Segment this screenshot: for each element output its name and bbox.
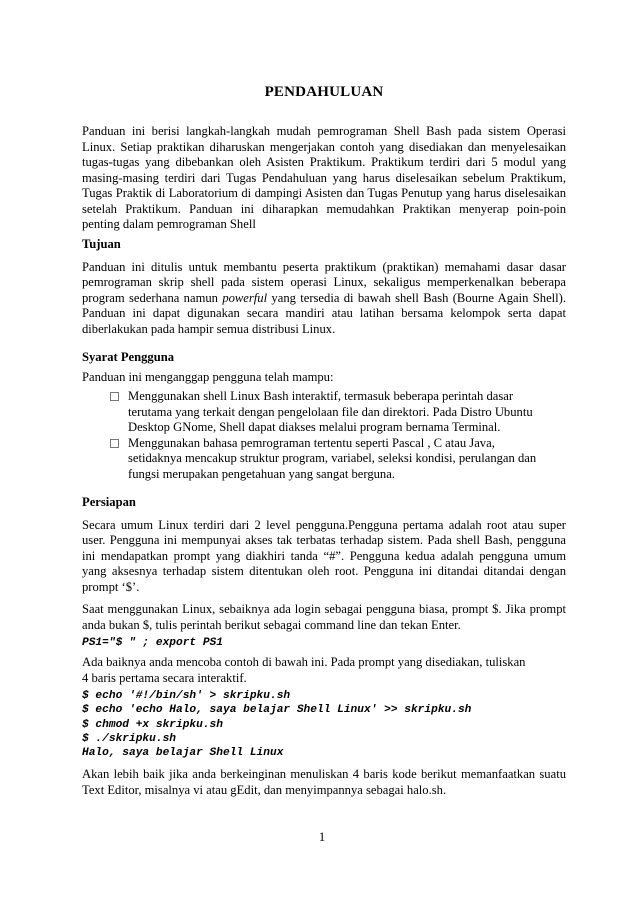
syarat-heading: Syarat Pengguna (82, 350, 175, 364)
code-prompt-setting: PS1="$ " ; export PS1 (82, 637, 223, 649)
page-title: PENDAHULUAN (264, 84, 384, 100)
tujuan-section (82, 237, 566, 337)
list-item-text: Menggunakan shell Linux Bash interaktif, termasuk beberapa perintah dasar terutama yang terkait dengan pengelolaan file dan direktori. Pada Distro Ubuntu Desktop GNome, Shell dapat diakses melalui program bernama Terminal. (128, 389, 533, 434)
syarat-section (82, 350, 566, 482)
tujuan-text-before: Panduan ini ditulis untuk membantu peserta praktikum (praktikan) memahami dasar dasar pemrograman skrip shell pada sistem operasi Linux, sekaligus memperkenalkan beberapa program sederhana namun (82, 259, 566, 305)
persiapan-paragraph-4: Akan lebih baik jika anda berkeinginan menuliskan 4 baris kode berikut memanfaatkan suatu Text Editor, misalnya vi atau gEdit, dan menyimpannya sebagai halo.sh. (82, 767, 566, 797)
checkbox-bullet-icon (110, 439, 119, 448)
syarat-lead: Panduan ini menganggap pengguna telah mampu: (82, 369, 334, 384)
code-line: $ ./skripku.sh (82, 732, 176, 745)
code-example-block (82, 689, 566, 760)
tujuan-paragraph (82, 260, 566, 338)
list-item-text: Menggunakan bahasa pemrograman tertentu seperti Pascal , C atau Java, setidaknya mencakup struktur program, variabel, seleksi kondisi, perulangan dan fungsi merupakan pengetahuan yang sangat berguna. (128, 435, 537, 481)
code-line: $ chmod +x skripku.sh (82, 718, 223, 731)
code-output-line: Halo, saya belajar Shell Linux (82, 747, 284, 760)
persiapan-paragraph-3: Ada baiknya anda mencoba contoh di bawah ini. Pada prompt yang disediakan, tuliskan 4 baris pertama secara interaktif. (82, 655, 526, 685)
persiapan-paragraph-1: Secara umum Linux terdiri dari 2 level pengguna.Pengguna pertama adalah root atau super user. Pengguna ini mempunyai akses tak terbatas terhadap sistem. Pada shell Bash, pengguna ini mendapatkan prompt yang diakhiri tanda “#”. Pengguna kedua adalah pengguna umum yang aksesnya terhadap sistem ditentukan oleh root. Pengguna ini ditandai ditandai dengan prompt ‘$’. (82, 517, 566, 594)
code-line: $ echo '#!/bin/sh' > skripku.sh (82, 690, 291, 703)
checkbox-bullet-icon (110, 392, 119, 401)
tujuan-heading: Tujuan (82, 237, 121, 251)
code-line: $ echo 'echo Halo, saya belajar Shell Linux' >> skripku.sh (82, 704, 472, 717)
tujuan-text-after: yang tersedia di bawah shell Bash (Bourne Again Shell). Panduan ini dapat digunakan secara mandiri atau latihan bersama kelompok serta dapat diberlakukan pada hampir semua distribusi Linux. (82, 290, 566, 336)
persiapan-paragraph-2: Saat menggunakan Linux, sebaiknya ada login sebagai pengguna biasa, prompt $. Jika prompt anda bukan $, tulis perintah berikut sebagai command line dan tekan Enter. (82, 602, 566, 632)
intro-paragraph: Panduan ini berisi langkah-langkah mudah pemrograman Shell Bash pada sistem Operasi Linux. Setiap praktikan diharuskan mengerjakan contoh yang disediakan dan menyelesaikan tugas-tugas yang dibebankan oleh Asisten Praktikum. Praktikum terdiri dari 5 modul yang masing-masing terdiri dari Tugas Pendahuluan yang harus diselesaikan sebelum Praktikum, Tugas Praktik di Laboratorium di dampingi Asisten dan Tugas Penutup yang harus diselesaikan setelah Praktikum. Panduan ini diharapkan memudahkan Praktikan menyerap poin-poin penting dalam pemrograman Shell (82, 124, 566, 231)
intro-section (82, 124, 566, 233)
persiapan-section (82, 495, 566, 798)
page-number: 1 (318, 830, 326, 844)
requirements-list (82, 389, 566, 482)
list-item (82, 436, 566, 483)
persiapan-heading: Persiapan (82, 495, 136, 509)
list-item (82, 389, 566, 436)
tujuan-text-italic: powerful (222, 290, 268, 305)
